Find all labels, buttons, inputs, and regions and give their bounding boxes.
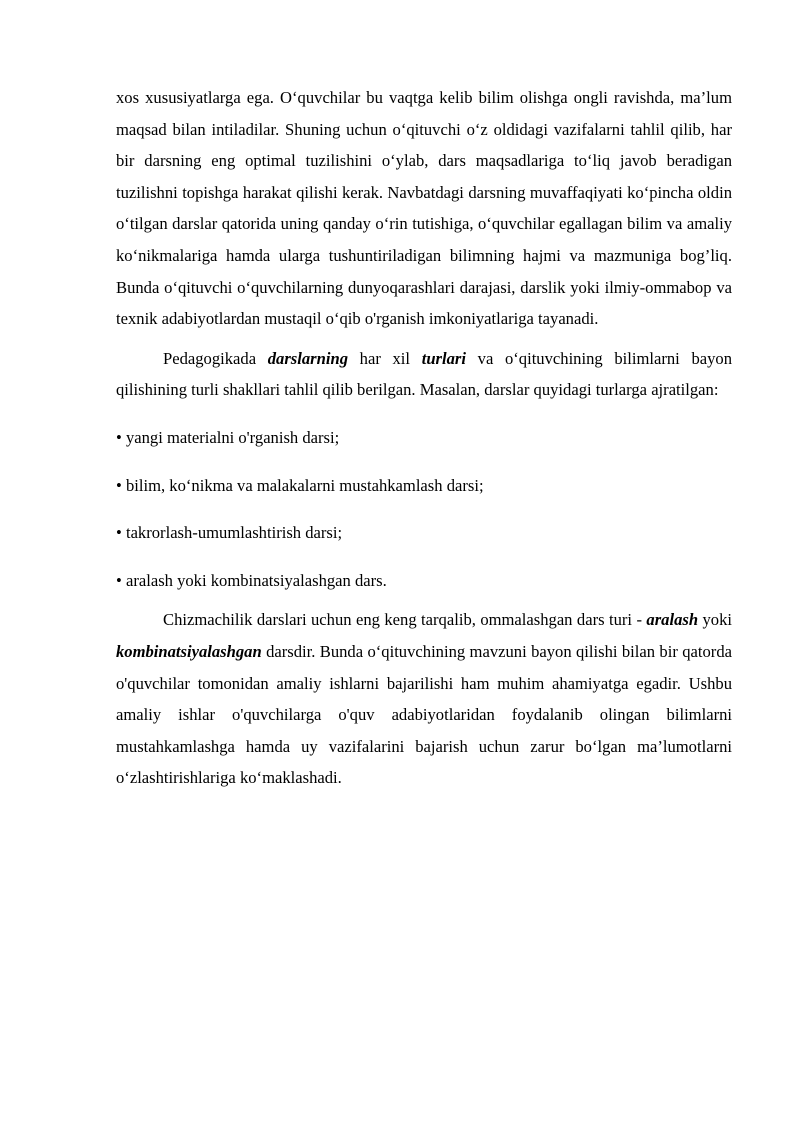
list-item: • bilim, ko‘nikma va malakalarni mustahkamlash darsi; bbox=[116, 475, 484, 495]
list-item: • takrorlash-umumlashtirish darsi; bbox=[116, 523, 343, 543]
paragraph-drawing-lessons bbox=[116, 604, 732, 794]
paragraph-lesson-types bbox=[116, 343, 732, 406]
text-segment: Pedagogikada bbox=[163, 348, 268, 368]
paragraph-intro: xos xususiyatlarga ega. O‘quvchilar bu vaqtga kelib bilim olishga ongli ravishda, ma’lum maqsad bilan intiladilar. Shuning uchun o‘qituvchi o‘z oldidagi vazifalarni tahlil qilib, har bir darsning eng optimal tuzilishini o‘ylab, dars maqsadlariga to‘liq javob beradigan tuzilishni topishga harakat qilishi kerak. Navbatdagi darsning muvaffaqiyati ko‘pincha oldin o‘tilgan darslar qatorida uning qanday o‘rin tutishiga, o‘quvchilar egallagan bilim va amaliy ko‘nikmalariga hamda ularga tushuntiriladigan bilimning hajmi va mazmuniga bog’liq. Bunda o‘qituvchi o‘quvchilarning dunyoqarashlari darajasi, darslik yoki ilmiy-ommabop va texnik adabiyotlardan mustaqil o‘qib o'rganish imkoniyatlariga tayanadi. bbox=[116, 88, 732, 329]
text-segment: yoki bbox=[698, 610, 732, 630]
emphasis-aralash: aralash bbox=[646, 610, 699, 630]
list-item: • aralash yoki kombinatsiyalashgan dars. bbox=[116, 570, 387, 590]
list-item: • yangi materialni o'rganish darsi; bbox=[116, 427, 340, 447]
text-segment: Chizmachilik darslari uchun eng keng tarqalib, ommalashgan dars turi - bbox=[163, 610, 647, 630]
emphasis-turlari: turlari bbox=[421, 348, 466, 368]
emphasis-darslarning: darslarning bbox=[267, 348, 348, 368]
emphasis-kombinatsiyalashgan: kombinatsiyalashgan bbox=[116, 641, 262, 661]
text-segment: va o‘qituvchining bilimlarni bayon qilishining turli shakllari tahlil qilib berilgan. Masalan, darslar quyidagi turlarga ajratilgan: bbox=[116, 348, 732, 400]
text-segment: darsdir. Bunda o‘qituvchining mavzuni bayon qilishi bilan bir qatorda o'quvchilar tomonidan amaliy ishlarni bajarilishi ham muhim ahamiyatga egadir. Ushbu amaliy ishlar o'quvchilarga o'quv adabiyotlaridan foydalanib olingan bilimlarni mustahkamlashga hamda uy vazifalarini bajarish uchun zarur bo‘lgan ma’lumotlarni o‘zlashtirishlariga ko‘maklashadi. bbox=[116, 641, 732, 788]
document-page bbox=[116, 82, 732, 794]
text-segment: har xil bbox=[348, 348, 422, 368]
